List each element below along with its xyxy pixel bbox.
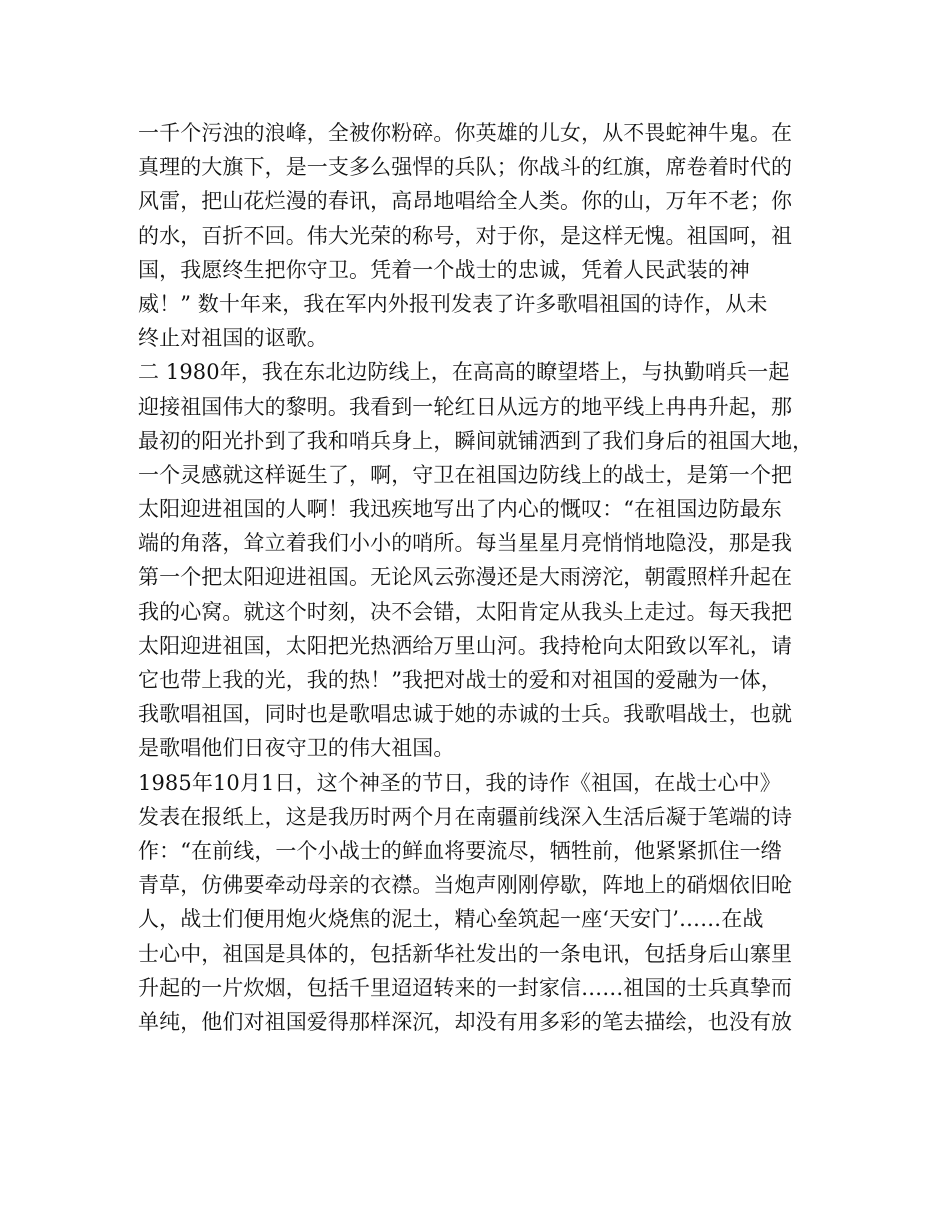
- text-line: 我的心窝。就这个时刻，决不会错，太阳肯定从我头上走过。每天我把: [138, 599, 793, 624]
- text-line: 是歌唱他们日夜守卫的伟大祖国。: [138, 736, 455, 761]
- text-line: 我歌唱祖国，同时也是歌唱忠诚于她的赤诚的士兵。我歌唱战士，也就: [138, 702, 793, 727]
- text-line: 国，我愿终生把你守卫。凭着一个战士的忠诚，凭着人民武装的神: [138, 257, 750, 282]
- text-line: 1985年10月1日，这个神圣的节日，我的诗作《祖国，在战士心中》: [138, 770, 781, 795]
- text-line: 终止对祖国的讴歌。: [138, 326, 328, 351]
- text-line: 作：“在前线，一个小战士的鲜血将要流尽，牺牲前，他紧紧抓住一绺: [138, 838, 782, 863]
- text-line: 太阳迎进祖国的人啊！我迅疾地写出了内心的慨叹：“在祖国边防最东: [138, 497, 782, 522]
- body-text: [138, 116, 828, 1039]
- text-line: 青草，仿佛要牵动母亲的衣襟。当炮声刚刚停歇，阵地上的硝烟依旧呛: [138, 873, 793, 898]
- text-line: 升起的一片炊烟，包括千里迢迢转来的一封家信……祖国的士兵真挚而: [138, 975, 793, 1000]
- text-line: 一个灵感就这样诞生了，啊，守卫在祖国边防线上的战士，是第一个把: [138, 462, 793, 487]
- text-line: 最初的阳光扑到了我和哨兵身上，瞬间就铺洒到了我们身后的祖国大地，: [138, 428, 814, 453]
- text-line: 真理的大旗下，是一支多么强悍的兵队；你战斗的红旗，席卷着时代的: [138, 155, 793, 180]
- text-line: 端的角落，耸立着我们小小的哨所。每当星星月亮悄悄地隐没，那是我: [138, 531, 793, 556]
- text-line: 人，战士们便用炮火烧焦的泥土，精心垒筑起一座‘天安门’……在战: [138, 907, 764, 932]
- text-line: 它也带上我的光，我的热！”我把对战士的爱和对祖国的爱融为一体，: [138, 668, 782, 692]
- text-line: 士心中，祖国是具体的，包括新华社发出的一条电讯，包括身后山寨里: [138, 941, 793, 966]
- text-line: 风雷，把山花烂漫的春讯，高昂地唱给全人类。你的山，万年不老；你: [138, 189, 793, 214]
- text-line: 威！” 数十年来，我在军内外报刊发表了许多歌唱祖国的诗作，从未: [138, 291, 768, 316]
- text-line: 迎接祖国伟大的黎明。我看到一轮红日从远方的地平线上冉冉升起，那: [138, 394, 793, 419]
- text-line: 单纯，他们对祖国爱得那样深沉，却没有用多彩的笔去描绘，也没有放: [138, 1009, 793, 1034]
- text-line: 二 1980年，我在东北边防线上，在高高的瞭望塔上，与执勤哨兵一起: [138, 360, 790, 385]
- text-line: 发表在报纸上，这是我历时两个月在南疆前线深入生活后凝于笔端的诗: [138, 804, 793, 829]
- text-line: 的水，百折不回。伟大光荣的称号，对于你，是这样无愧。祖国呵，祖: [138, 223, 793, 248]
- text-line: 太阳迎进祖国，太阳把光热洒给万里山河。我持枪向太阳致以军礼，请: [138, 633, 793, 658]
- text-line: 第一个把太阳迎进祖国。无论风云弥漫还是大雨滂沱，朝霞照样升起在: [138, 565, 793, 590]
- text-line: 一千个污浊的浪峰，全被你粉碎。你英雄的儿女，从不畏蛇神牛鬼。在: [138, 121, 793, 145]
